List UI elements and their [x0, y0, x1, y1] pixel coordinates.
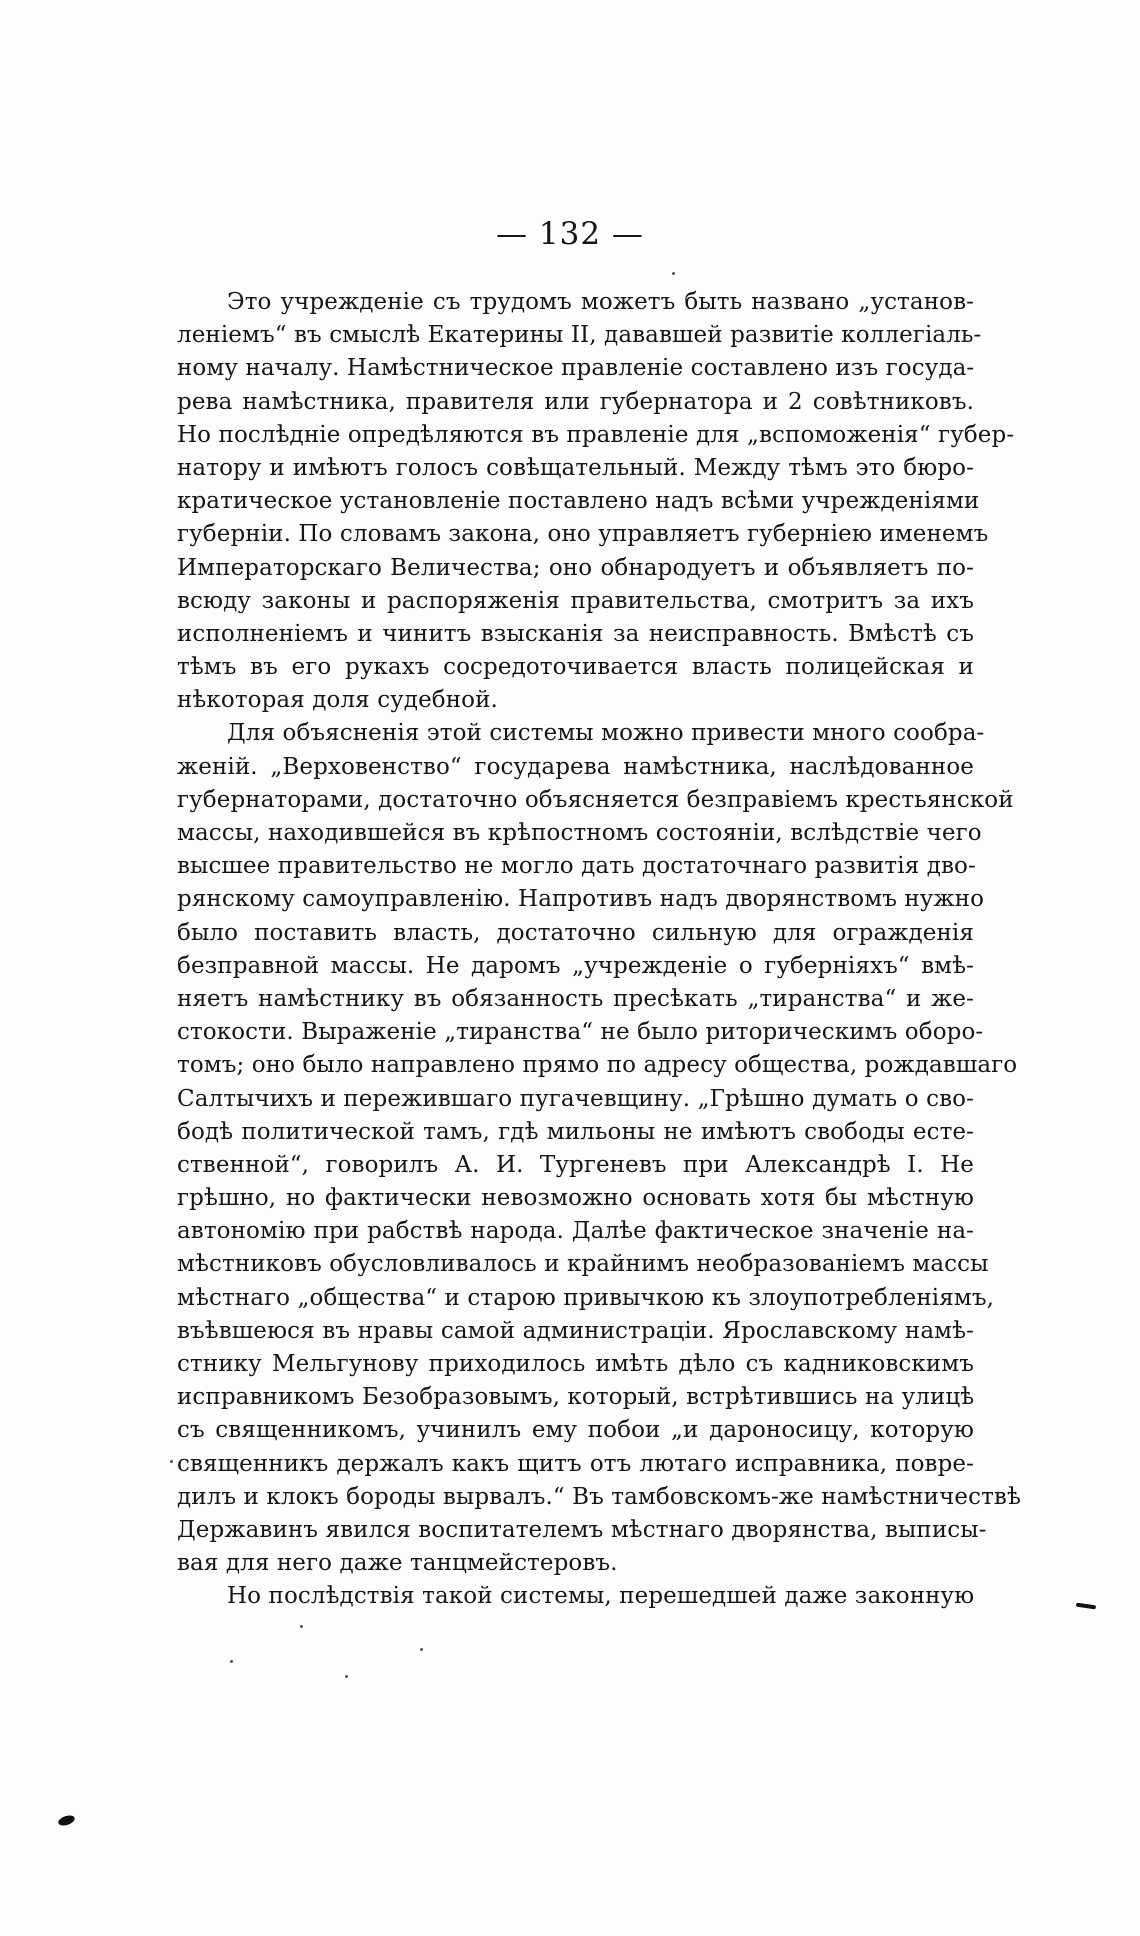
text-line: автономію при рабствѣ народа. Далѣе фактическое значеніе на- — [177, 1218, 974, 1245]
text-line: исполненіемъ и чинитъ взысканія за неисправность. Вмѣстѣ съ — [177, 620, 974, 647]
paragraph — [177, 717, 1021, 1580]
text-line: съ священникомъ, учинилъ ему побои „и дароносицу, которую — [177, 1417, 974, 1444]
text-line: стнику Мельгунову приходилось имѣть дѣло съ кадниковскимъ — [177, 1351, 974, 1377]
text-line: тѣмъ въ его рукахъ сосредоточивается власть полицейская и — [177, 654, 974, 681]
paragraph — [177, 286, 1015, 717]
text-line: массы, находившейся въ крѣпостномъ состояніи, вслѣдствіе чего — [177, 820, 982, 846]
text-line: было поставить власть, достаточно сильную для огражденія — [177, 919, 974, 946]
text-line: исправникомъ Безобразовымъ, который, встрѣтившись на улицѣ — [177, 1384, 975, 1411]
text-line: ственной“, говорилъ А. И. Тургеневъ при Александрѣ I. Не — [177, 1151, 974, 1178]
text-line: высшее правительство не могло дать достаточнаго развитія дво- — [177, 853, 976, 880]
text-line: въѣвшеюся въ нравы самой администраціи. Ярославскому намѣ- — [177, 1317, 974, 1344]
page-number: — 132 — — [496, 216, 644, 252]
text-line: губернаторами, достаточно объясняется безправіемъ крестьянской — [177, 786, 1014, 813]
text-line: Но послѣдствія такой системы, перешедшей даже законную — [227, 1583, 975, 1610]
margin-ink-blot — [57, 1814, 76, 1828]
text-line: натору и имѣютъ голосъ совѣщательный. Между тѣмъ это бюро- — [177, 454, 974, 481]
text-line: дилъ и клокъ бороды вырвалъ.“ Въ тамбовскомъ-же намѣстничествѣ — [177, 1483, 1021, 1510]
text-line: грѣшно, но фактически невозможно основать хотя бы мѣстную — [177, 1185, 974, 1212]
text-line: Императорскаго Величества; оно обнародуетъ и объявляетъ по- — [177, 554, 974, 581]
text-line: безправной массы. Не даромъ „учрежденіе о губерніяхъ“ вмѣ- — [177, 952, 974, 979]
text-line: Это учрежденіе съ трудомъ можетъ быть названо „установ- — [227, 289, 974, 315]
text-line: Державинъ явился воспитателемъ мѣстнаго дворянства, выписы- — [177, 1516, 987, 1543]
text-line: мѣстниковъ обусловливалось и крайнимъ необразованіемъ массы — [177, 1251, 989, 1278]
text-line: женій. „Верховенство“ государева намѣстника, наслѣдованное — [177, 753, 974, 780]
text-line: нѣкоторая доля судебной. — [177, 687, 498, 714]
text-line: Салтычихъ и пережившаго пугачевщину. „Грѣшно думать о сво- — [177, 1085, 974, 1112]
text-line: священникъ держалъ какъ щитъ отъ лютаго исправника, повре- — [177, 1450, 974, 1477]
text-line: ному началу. Намѣстническое правленіе составлено изъ госуда- — [177, 355, 975, 382]
text-line: мѣстнаго „общества“ и старою привычкою къ злоупотребленіямъ, — [177, 1284, 995, 1311]
ink-speck — [230, 1660, 233, 1663]
text-line: томъ; оно было направлено прямо по адресу общества, рождавшаго — [177, 1052, 1018, 1079]
ink-speck — [345, 1675, 348, 1678]
text-line: рянскому самоуправленію. Напротивъ надъ дворянствомъ нужно — [177, 886, 985, 913]
ink-speck — [420, 1648, 423, 1651]
text-line: всюду законы и распоряженія правительства, смотритъ за ихъ — [177, 587, 974, 614]
text-line: Для объясненія этой системы можно привести много сообра- — [227, 720, 985, 747]
text-line: Но послѣдніе опредѣляются въ правленіе для „вспоможенія“ губер- — [177, 421, 1015, 448]
ink-speck — [170, 1460, 173, 1463]
text-line: вая для него даже танцмейстеровъ. — [177, 1550, 618, 1577]
ink-speck — [672, 272, 675, 275]
text-line: леніемъ“ въ смыслѣ Екатерины II, дававшей развитіе коллегіаль- — [177, 322, 982, 349]
body-text — [177, 286, 1021, 1614]
text-line: губерніи. По словамъ закона, оно управляетъ губерніею именемъ — [177, 521, 989, 548]
text-line: няетъ намѣстнику въ обязанность пресѣкать „тиранства“ и же- — [177, 985, 974, 1012]
text-line: кратическое установленіе поставлено надъ всѣми учрежденіями — [177, 488, 980, 515]
margin-ink-mark — [1076, 1603, 1096, 1610]
ink-speck — [300, 1625, 303, 1628]
text-line: стокости. Выраженіе „тиранства“ не было риторическимъ оборо- — [177, 1019, 984, 1046]
text-line: рева намѣстника, правителя или губернатора и 2 совѣтниковъ. — [177, 388, 974, 415]
paragraph — [177, 1580, 974, 1613]
text-line: бодѣ политической тамъ, гдѣ мильоны не имѣютъ свободы есте- — [177, 1118, 974, 1145]
